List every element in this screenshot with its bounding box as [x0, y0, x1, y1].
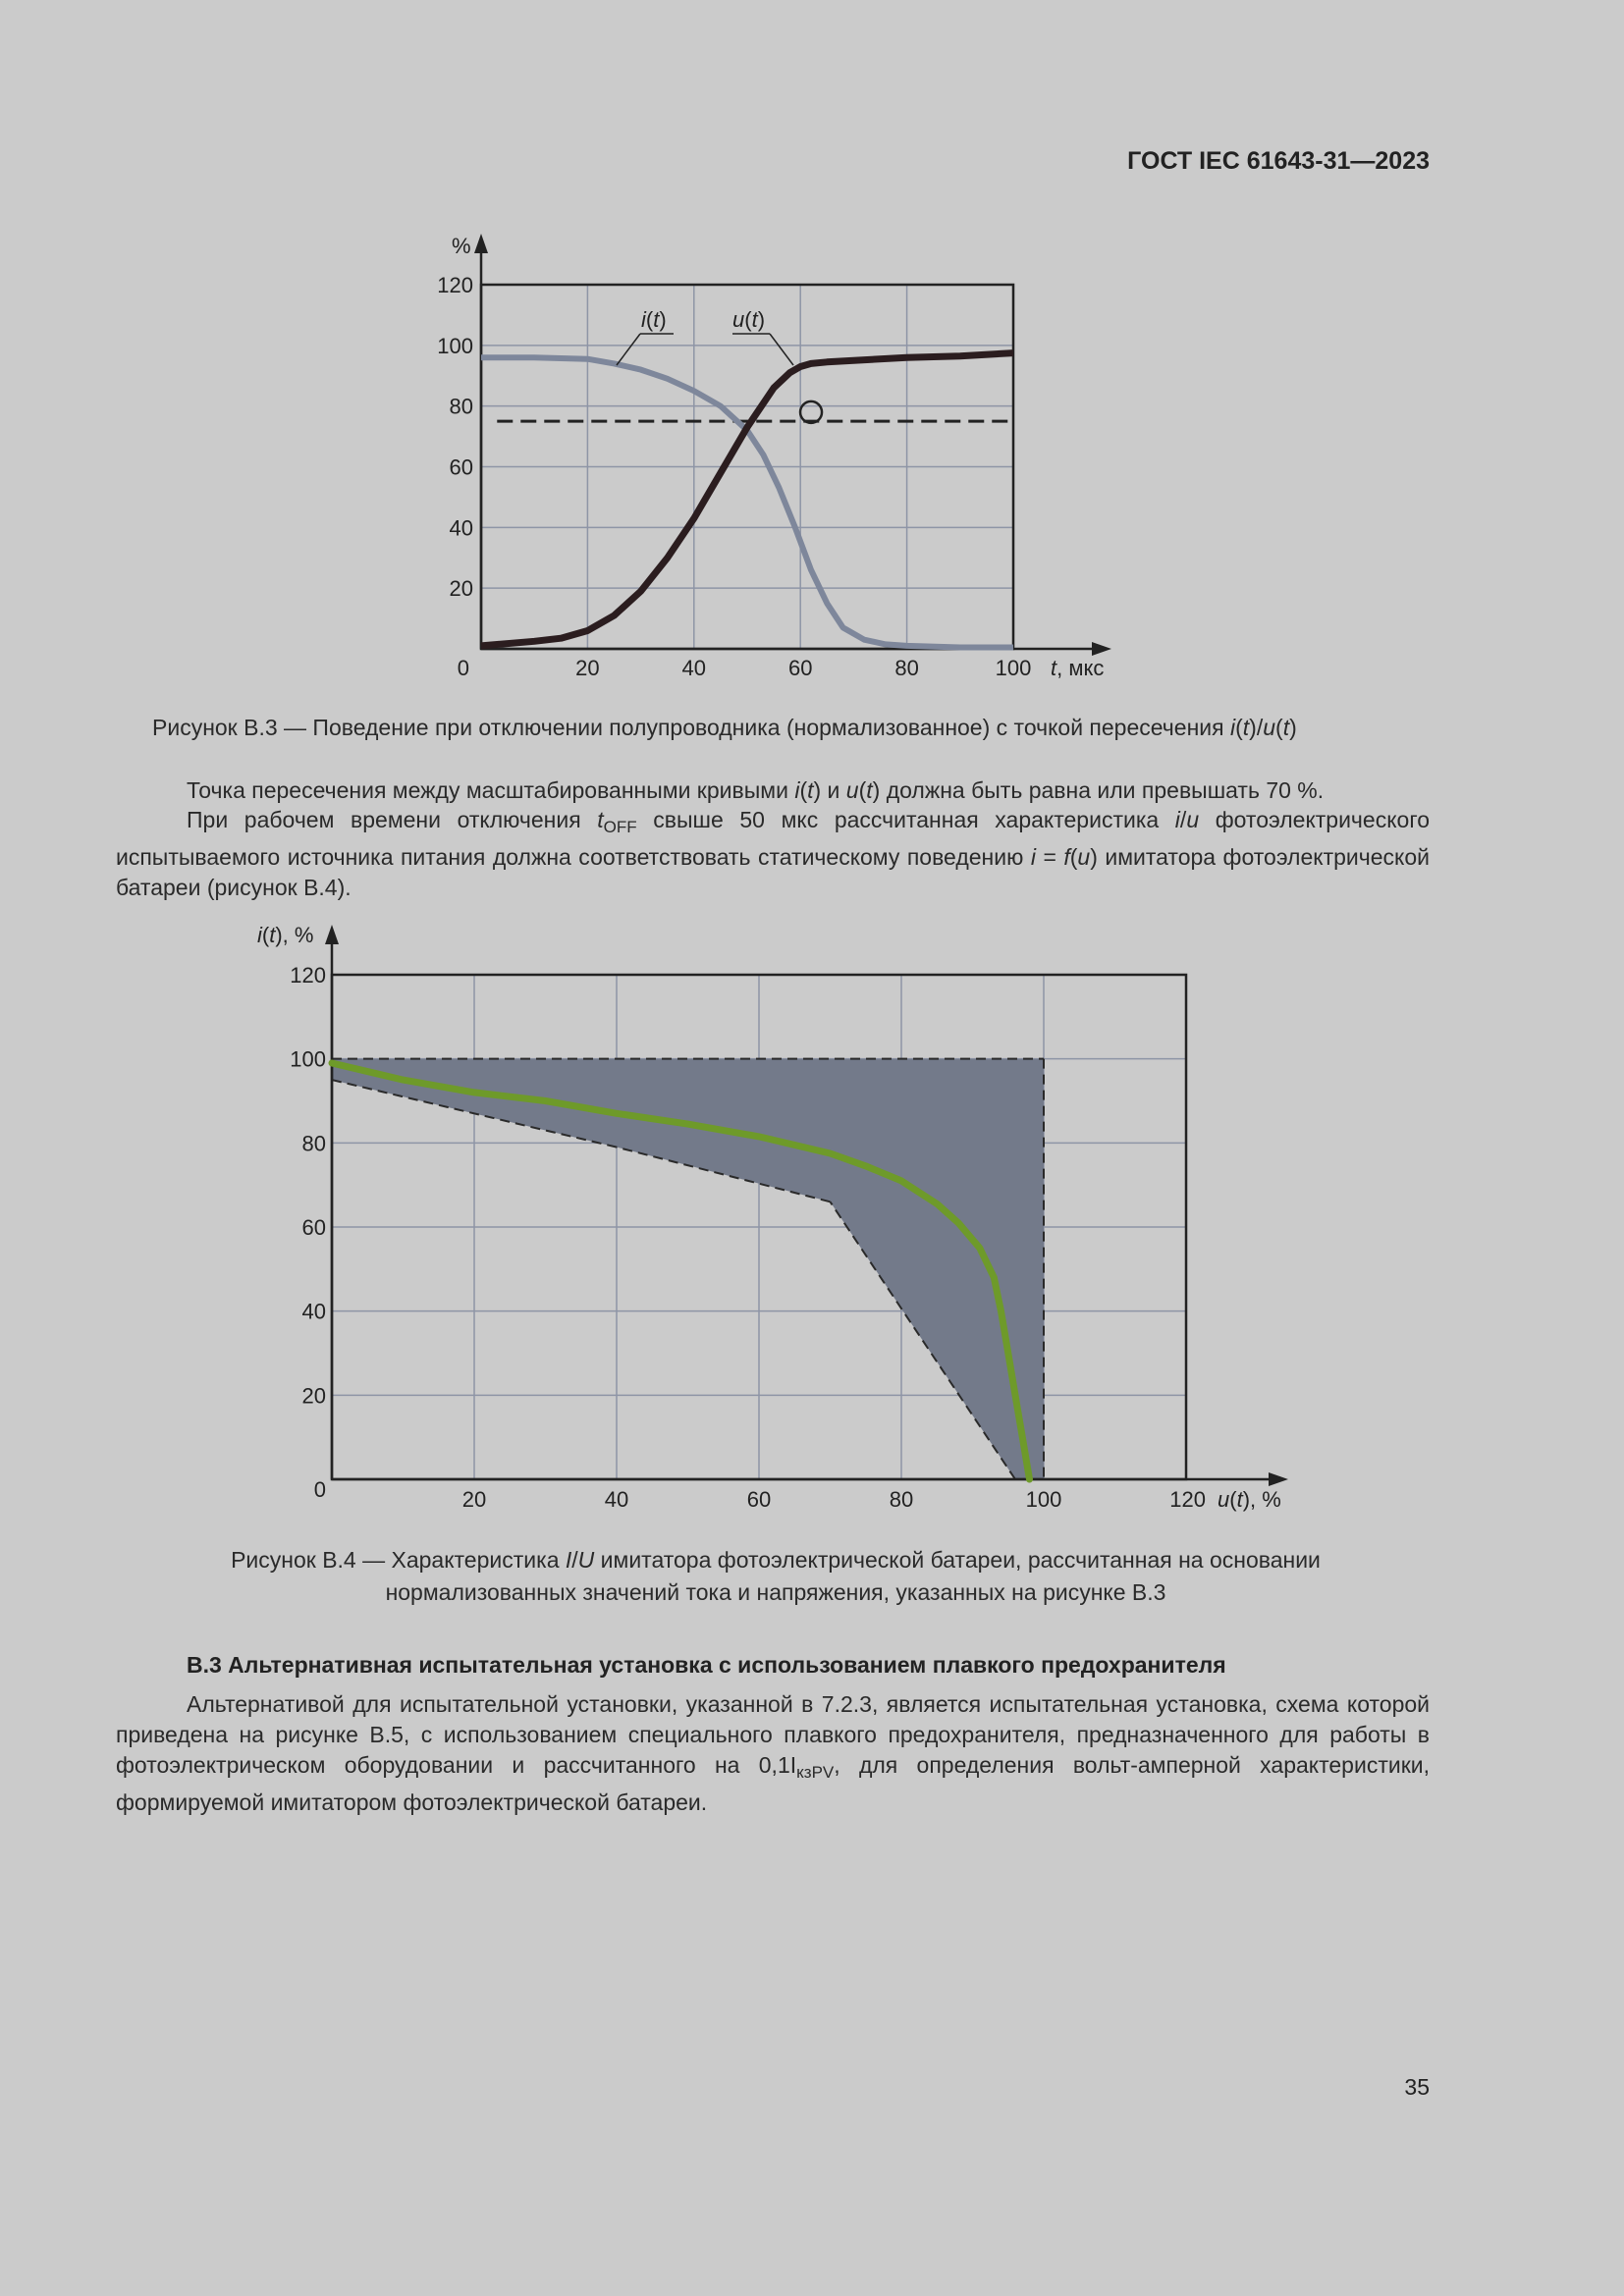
y-tick-label: 40	[301, 1299, 326, 1324]
x-tick-label: 60	[746, 1487, 772, 1512]
y-tick-label: 120	[290, 963, 326, 988]
y-tick-label: 100	[437, 333, 473, 358]
paragraph-toff: При рабочем времени отключения $t_{OFF}$ свыше 50 мкс рассчитанная характеристика i/u фотоэлектрического испытываемого источника питания должна соответствовать статическому поведению i = f(u) имитатора фотоэлектрической батареи (рисунок В.4).	[116, 807, 1430, 900]
x-tick-label: 60	[787, 656, 813, 680]
origin-label: 0	[313, 1477, 326, 1502]
origin-label: 0	[457, 656, 469, 680]
paragraph-crossing: Точка пересечения между масштабированными кривыми i(t) и u(t) должна быть равна или превышать 70 %.	[187, 777, 1325, 803]
y-tick-label: 20	[449, 576, 473, 602]
y-tick-label: 60	[449, 454, 473, 480]
series-label-voltage: u(t)	[732, 307, 766, 332]
x-tick-label: 20	[461, 1487, 487, 1512]
y-axis-arrow	[325, 925, 339, 944]
x-axis-arrow	[1269, 1472, 1288, 1486]
x-tick-label: 40	[681, 656, 707, 680]
section-heading: В.3 Альтернативная испытательная установка с использованием плавкого предохранителя	[187, 1652, 1226, 1678]
y-tick-label: 20	[301, 1383, 326, 1409]
x-tick-label: 100	[1025, 1487, 1062, 1512]
section-body-subscript: кзPV	[796, 1763, 835, 1782]
section-body-part1: Альтернативой для испытательной установки, указанной в 7.2.3, является испытательная установка, схема которой приведена на рисунке В.5, с использованием специального плавкого предохранителя, предназначенного для работы в фотоэлектрическом оборудовании и рассчитанного на 0,1I	[116, 1691, 1430, 1778]
y-axis-label: i(t), %	[257, 923, 314, 947]
y-tick-label: 60	[301, 1215, 326, 1240]
x-tick-label: 80	[894, 656, 919, 680]
y-tick-label: 120	[437, 273, 473, 297]
page-number: 35	[1404, 2074, 1430, 2100]
y-tick-label: 100	[290, 1046, 326, 1072]
figure-b4-caption-line2: нормализованных значений тока и напряжения, указанных на рисунке В.3	[385, 1579, 1166, 1605]
y-tick-label: 40	[449, 515, 473, 541]
x-tick-label: 100	[995, 656, 1032, 680]
section-body-part2: , для определения вольт-амперной характеристики, формируемой имитатором фотоэлектрической батареи.	[116, 1752, 1431, 1815]
x-tick-label: 40	[604, 1487, 629, 1512]
section-body	[116, 1689, 1430, 1818]
x-tick-label: 120	[1169, 1487, 1206, 1512]
x-tick-label: 20	[575, 656, 600, 680]
y-tick-label: 80	[449, 394, 473, 419]
series-label-current: i(t)	[641, 307, 667, 332]
x-axis-label: t, мкс	[1051, 656, 1105, 680]
x-tick-label: 80	[889, 1487, 914, 1512]
document-header-id: ГОСТ IEC 61643-31—2023	[1127, 147, 1430, 175]
y-tick-label: 80	[301, 1131, 326, 1156]
figure-b4-caption-line1: Рисунок В.4 — Характеристика I/U имитатора фотоэлектрической батареи, рассчитанная на основании	[231, 1547, 1321, 1573]
y-axis-label: %	[452, 234, 471, 258]
figure-b3-caption: Рисунок В.3 — Поведение при отключении полупроводника (нормализованное) с точкой пересечения i(t)/u(t)	[152, 715, 1297, 740]
figure-b4-caption	[98, 1544, 1453, 1609]
x-axis-label: u(t), %	[1218, 1487, 1281, 1512]
